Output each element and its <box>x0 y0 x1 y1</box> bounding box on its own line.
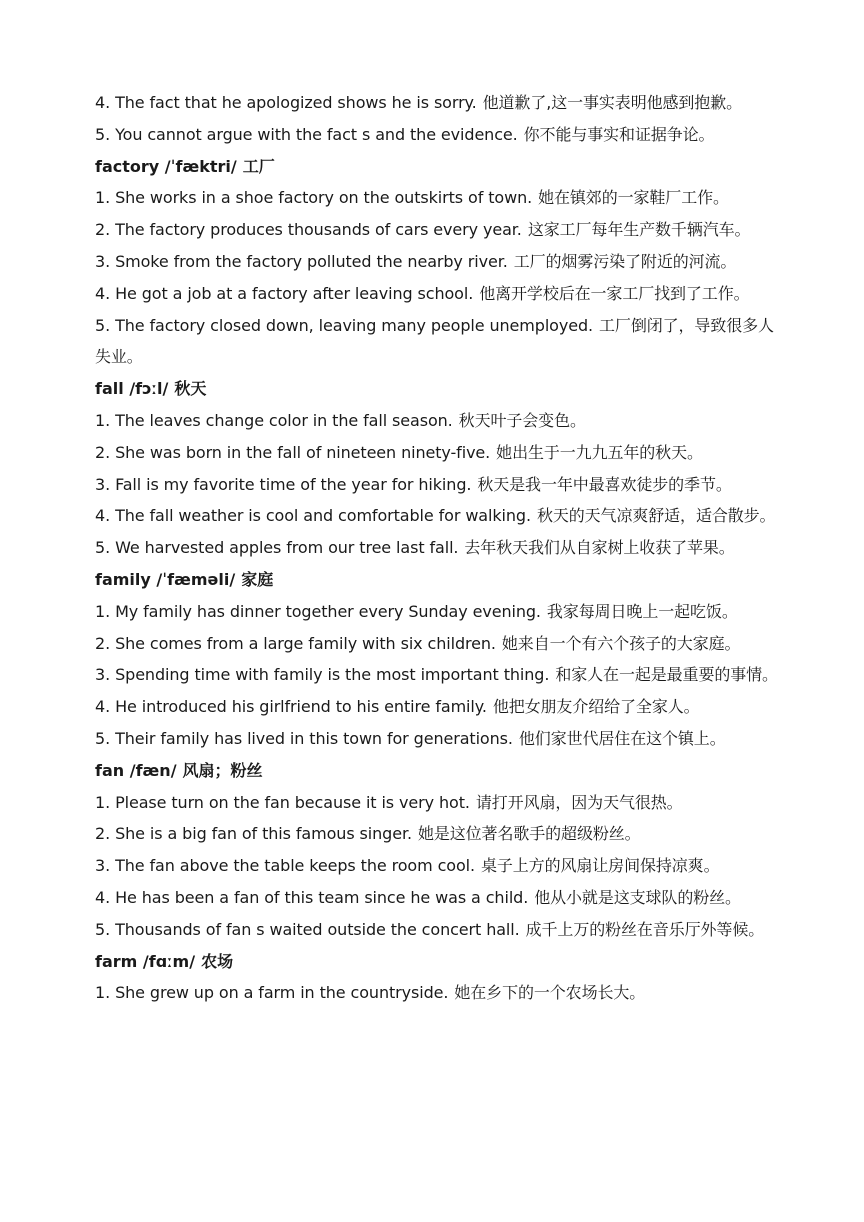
sentence: 4. He has been a fan of this team since he was a child. 他从小就是这支球队的粉丝。 <box>95 887 741 907</box>
sentence: 3. Fall is my favorite time of the year for hiking. 秋天是我一年中最喜欢徒步的季节。 <box>95 474 732 494</box>
word-heading-fan: fan /fæn/ 风扇；粉丝 <box>95 760 263 780</box>
sentence: 5. You cannot argue with the fact s and the evidence. 你不能与事实和证据争论。 <box>95 124 715 144</box>
sentence: 2. The factory produces thousands of cars every year. 这家工厂每年生产数千辆汽车。 <box>95 220 751 240</box>
sentence: 5. We harvested apples from our tree last fall. 去年秋天我们从自家树上收获了苹果。 <box>95 538 735 558</box>
sentence: 2. She was born in the fall of nineteen ninety-five. 她出生于一九九五年的秋天。 <box>95 442 703 462</box>
sentence: 4. The fall weather is cool and comfortable for walking. 秋天的天气凉爽舒适，适合散步。 <box>95 506 776 526</box>
document-page <box>95 87 785 1009</box>
sentence: 4. The fact that he apologized shows he is sorry. 他道歉了,这一事实表明他感到抱歉。 <box>95 93 743 112</box>
sentence: 1. Please turn on the fan because it is very hot. 请打开风扇，因为天气很热。 <box>95 792 683 812</box>
sentence: 1. She works in a shoe factory on the outskirts of town. 她在镇郊的一家鞋厂工作。 <box>95 188 729 208</box>
sentence: 1. My family has dinner together every Sunday evening. 我家每周日晚上一起吃饭。 <box>95 601 738 621</box>
word-heading-family: family /ˈfæməli/ 家庭 <box>95 569 274 589</box>
word-heading-fall: fall /fɔːl/ 秋天 <box>95 379 207 399</box>
word-heading-farm: farm /fɑːm/ 农场 <box>95 951 234 971</box>
sentence: 1. She grew up on a farm in the countryside. 她在乡下的一个农场长大。 <box>95 983 646 1003</box>
sentence: 2. She is a big fan of this famous singer. 她是这位著名歌手的超级粉丝。 <box>95 824 641 844</box>
sentence: 5. Thousands of fan s waited outside the concert hall. 成千上万的粉丝在音乐厅外等候。 <box>95 919 765 939</box>
sentence: 2. She comes from a large family with six children. 她来自一个有六个孩子的大家庭。 <box>95 633 741 653</box>
word-heading-factory: factory /ˈfæktri/ 工厂 <box>95 156 275 176</box>
sentence: 4. He introduced his girlfriend to his entire family. 他把女朋友介绍给了全家人。 <box>95 697 700 717</box>
sentence: 5. Their family has lived in this town for generations. 他们家世代居住在这个镇上。 <box>95 728 726 748</box>
sentence: 4. He got a job at a factory after leaving school. 他离开学校后在一家工厂找到了工作。 <box>95 283 750 303</box>
sentence: 1. The leaves change color in the fall season. 秋天叶子会变色。 <box>95 410 586 430</box>
sentence: 3. Spending time with family is the most important thing. 和家人在一起是最重要的事情。 <box>95 665 778 685</box>
sentence: 3. Smoke from the factory polluted the nearby river. 工厂的烟雾污染了附近的河流。 <box>95 251 737 271</box>
sentence: 3. The fan above the table keeps the room cool. 桌子上方的风扇让房间保持凉爽。 <box>95 856 720 876</box>
sentence: 5. The factory closed down, leaving many people unemployed. 工厂倒闭了，导致很多人失业。 <box>95 315 774 367</box>
